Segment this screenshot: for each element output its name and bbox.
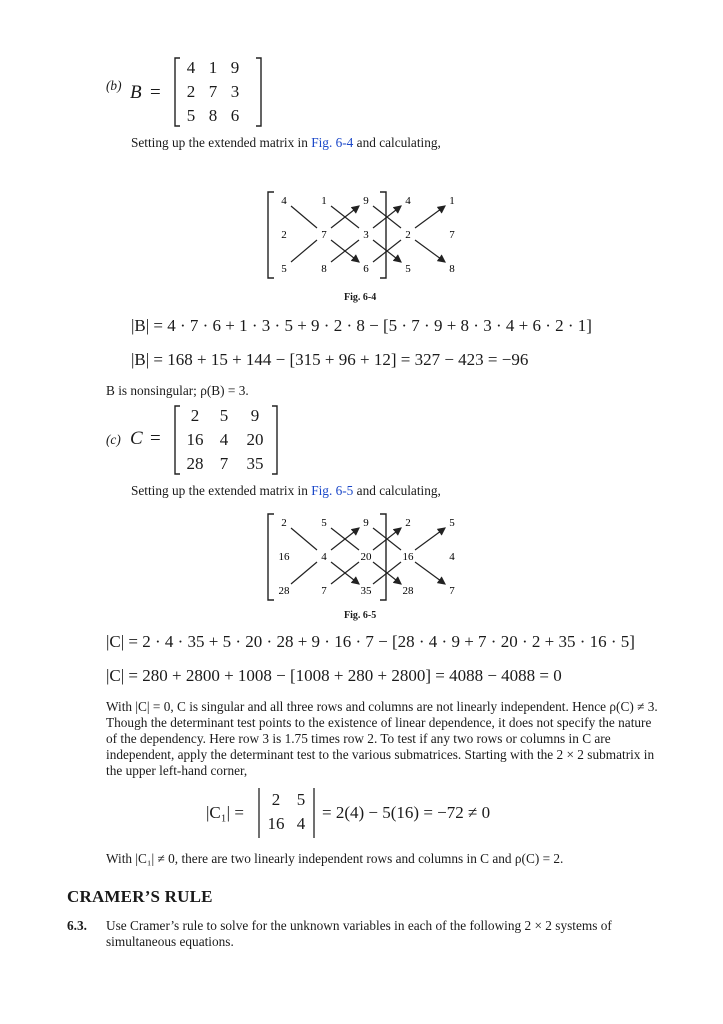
fig-6-4-entry: 8: [321, 263, 327, 275]
det-b-result: |B| = 168 + 15 + 144 − [315 + 96 + 12] = 327 − 423 = −96: [131, 350, 529, 369]
fig-6-5-left-bracket: [268, 514, 274, 600]
matrix-c-variable: C: [130, 428, 143, 449]
fig-6-5-entry: 16: [278, 551, 290, 563]
fig-6-4-up-diagonal: [415, 206, 445, 228]
fig-6-4-entry: 1: [449, 195, 455, 207]
fig-6-5-down-diagonal: [291, 528, 317, 550]
matrix-c: [180, 404, 272, 476]
figure-6-4-extended-matrix: [262, 186, 472, 286]
matrix-b-cell: 6: [230, 106, 240, 125]
matrix-c-cell: 20: [246, 430, 264, 449]
matrix-c-cell: 9: [250, 406, 260, 425]
matrix-b-variable: B: [130, 82, 142, 103]
submatrix-c1: [262, 788, 312, 836]
c1-lhs: |C₁| =: [206, 803, 244, 822]
fig-6-4-entry: 2: [281, 229, 287, 241]
det-c-result: |C| = 280 + 2800 + 1008 − [1008 + 280 + 2800] = 4088 − 4088 = 0: [106, 666, 562, 685]
c1-rhs: = 2(4) − 5(16) = −72 ≠ 0: [322, 803, 491, 822]
det-b-expansion: |B| = 4 · 7 · 6 + 1 · 3 · 5 + 9 · 2 · 8 − [5 · 7 · 9 + 8 · 3 · 4 + 6 · 2 · 1]: [131, 316, 592, 335]
det-c-expansion: |C| = 2 · 4 · 35 + 5 · 20 · 28 + 9 · 16 · 7 − [28 · 4 · 9 + 7 · 20 · 2 + 35 · 16 · 5]: [106, 632, 635, 651]
submatrix-c1-cell: 4: [296, 814, 306, 833]
matrix-b-cell: 4: [186, 58, 196, 77]
fig-6-5-entry: 9: [363, 517, 369, 529]
fig-6-4-caption: Fig. 6-4: [344, 292, 377, 303]
matrix-c-cell: 16: [186, 430, 204, 449]
fig-6-4-entry: 2: [405, 229, 411, 241]
fig-6-5-up-diagonal: [415, 528, 445, 550]
fig-6-4-entry: 4: [281, 195, 287, 207]
problem-number: 6.3.: [67, 918, 87, 933]
part-b-label: (b): [106, 78, 122, 93]
fig-6-4-left-bracket: [268, 192, 274, 278]
submatrix-c1-cell: 16: [267, 814, 285, 833]
fig-6-4-entry: 7: [449, 229, 455, 241]
matrix-b-cell: 2: [186, 82, 196, 101]
fig-6-5-right-bracket: [380, 514, 386, 600]
setup-text-end: and calculating,: [353, 483, 441, 498]
fig-6-5-entry: 4: [321, 551, 327, 563]
matrix-b: [180, 56, 246, 128]
submatrix-c1-cell: 5: [296, 790, 306, 809]
fig-6-5-link[interactable]: Fig. 6-5: [311, 483, 354, 498]
part-c-label: (c): [106, 432, 121, 447]
matrix-c-cell: 7: [219, 454, 229, 473]
fig-6-5-entry: 4: [449, 551, 455, 563]
fig-6-4-entry: 3: [363, 229, 369, 241]
matrix-b-cell: 8: [208, 106, 218, 125]
matrix-b-cell: 1: [208, 58, 218, 77]
fig-6-4-entry: 5: [405, 263, 411, 275]
fig-6-5-entry: 35: [360, 585, 372, 597]
matrix-b-equals: =: [150, 82, 161, 103]
fig-6-4-entry: 1: [321, 195, 327, 207]
problem-text: Use Cramer’s rule to solve for the unknown variables in each of the following 2 × 2 systems of simultaneous equations.: [106, 918, 612, 949]
fig-6-4-down-diagonal: [291, 206, 317, 228]
fig-6-5-entry: 2: [405, 517, 411, 529]
fig-6-4-entry: 4: [405, 195, 411, 207]
fig-6-4-entry: 6: [363, 263, 369, 275]
fig-6-4-link[interactable]: Fig. 6-4: [311, 135, 354, 150]
b-nonsingular-conclusion: [106, 383, 249, 399]
fig-6-5-entry: 28: [402, 585, 414, 597]
fig-6-4-up-diagonal: [291, 240, 317, 262]
part-c-setup: [131, 483, 441, 499]
fig-6-4-entry: 8: [449, 263, 455, 275]
setup-text-end: and calculating,: [353, 135, 441, 150]
setup-text: Setting up the extended matrix in: [131, 135, 312, 150]
fig-6-4-entry: 5: [281, 263, 287, 275]
matrix-c-cell: 2: [190, 406, 200, 425]
singularity-paragraph: With |C| = 0, C is singular and all three rows and columns are not linearly independent. Hence ρ(C) ≠ 3. Though the determinant test points to the existence of linear dependence, it does not specify the nature of the dependency. Here row 3 is 1.75 times row 2. To test if any two rows or columns in C are independent, apply the determinant test to the various submatrices. Starting with the 2 × 2 submatrix in the upper left-hand corner,: [106, 699, 658, 778]
matrix-b-cell: 7: [208, 82, 218, 101]
fig-6-4-entry: 9: [363, 195, 369, 207]
matrix-c-equals: =: [150, 428, 161, 449]
section-heading: CRAMER’S RULE: [67, 887, 213, 906]
matrix-c-cell: 4: [219, 430, 229, 449]
fig-6-5-entry: 7: [321, 585, 327, 597]
fig-6-5-caption: Fig. 6-5: [344, 610, 377, 621]
fig-6-5-entry: 5: [321, 517, 327, 529]
fig-6-4-down-diagonal: [415, 240, 445, 262]
fig-6-5-entry: 5: [449, 517, 455, 529]
fig-6-5-entry: 2: [281, 517, 287, 529]
matrix-b-cell: 3: [230, 82, 240, 101]
matrix-c-cell: 5: [219, 406, 229, 425]
matrix-c-cell: 35: [246, 454, 264, 473]
setup-text: Setting up the extended matrix in: [131, 483, 312, 498]
matrix-c-cell: 28: [186, 454, 204, 473]
fig-6-5-down-diagonal: [415, 562, 445, 584]
fig-6-5-entry: 16: [402, 551, 414, 563]
fig-6-5-up-diagonal: [291, 562, 317, 584]
fig-6-4-right-bracket: [380, 192, 386, 278]
fig-6-5-entry: 20: [360, 551, 372, 563]
c-rank-conclusion: With |C₁| ≠ 0, there are two linearly independent rows and columns in C and ρ(C) = 2.: [106, 851, 564, 866]
figure-6-5-extended-matrix: [262, 508, 472, 608]
fig-6-5-entry: 7: [449, 585, 455, 597]
part-b-setup: [131, 135, 441, 151]
matrix-b-cell: 5: [186, 106, 196, 125]
fig-6-5-entry: 28: [278, 585, 290, 597]
fig-6-4-entry: 7: [321, 229, 327, 241]
submatrix-c1-cell: 2: [271, 790, 281, 809]
b-conclusion-text: B is nonsingular; ρ(B) = 3.: [106, 383, 249, 398]
matrix-b-cell: 9: [230, 58, 240, 77]
